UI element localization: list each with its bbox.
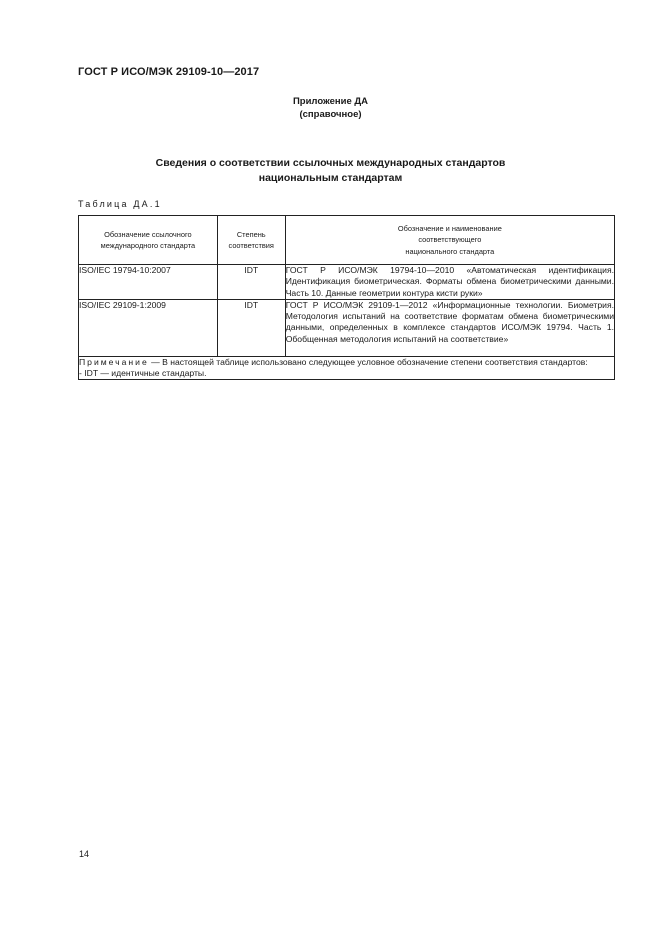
degree-cell: IDT [217, 265, 285, 300]
column-header-reference-line-2: международного стандарта [100, 241, 196, 250]
document-header: ГОСТ Р ИСО/МЭК 29109-10—2017 [78, 66, 260, 78]
column-header-degree-line-1: Степень [236, 229, 266, 239]
table-note-item: - IDT — идентичные стандарты. [79, 368, 207, 379]
column-header-national-line-3: национального стандарта [405, 246, 495, 256]
column-header-national-line-1: Обозначение и наименование [397, 224, 502, 234]
column-header-degree-line-2: соответствия [228, 241, 274, 250]
table-note-row [79, 356, 615, 380]
national-standard-cell: ГОСТ Р ИСО/МЭК 19794-10—2010 «Автоматическая идентификация. Идентификация биометрическая. Форматы обмена биометрическими данными. Часть 10. Данные геометрии контура кисти руки» [285, 265, 614, 298]
national-standard-cell: ГОСТ Р ИСО/МЭК 29109-1—2012 «Информационные технологии. Биометрия. Методология испытаний на соответствие форматам обмена биометрическими данными, определенных в комплексе стандартов ИСО/МЭК 19794. Часть 1. Обобщенная методология испытаний на соответствие» [285, 299, 614, 356]
table-row [79, 299, 615, 356]
appendix-subtitle: (справочное) [299, 109, 362, 120]
column-header-reference [79, 216, 218, 265]
degree-cell: IDT [217, 299, 285, 356]
correspondence-table [78, 215, 615, 380]
section-heading-line-1: Сведения о соответствии ссылочных международных стандартов [155, 157, 506, 169]
reference-standard-cell: ISO/IEC 19794-10:2007 [79, 265, 218, 300]
column-header-national-line-2: соответствующего [418, 235, 482, 245]
table-caption: Таблица ДА.1 [78, 199, 162, 209]
table-note-text [79, 357, 614, 368]
section-heading [0, 156, 661, 186]
table-note-lead: Примечание [79, 356, 149, 367]
section-heading-line-2: национальным стандартам [258, 172, 403, 184]
table-note-body: — В настоящей таблице использовано следующее условное обозначение степени соответствия стандартов: [148, 356, 588, 367]
column-header-national [285, 216, 614, 265]
column-header-reference-line-1: Обозначение ссылочного [104, 229, 192, 239]
page-number: 14 [79, 849, 90, 859]
appendix-title: Приложение ДА [292, 96, 369, 107]
table-header-row [79, 216, 615, 265]
table-row [79, 265, 615, 300]
reference-standard-cell: ISO/IEC 29109-1:2009 [79, 299, 218, 356]
table-note [79, 356, 615, 380]
column-header-degree [217, 216, 285, 265]
